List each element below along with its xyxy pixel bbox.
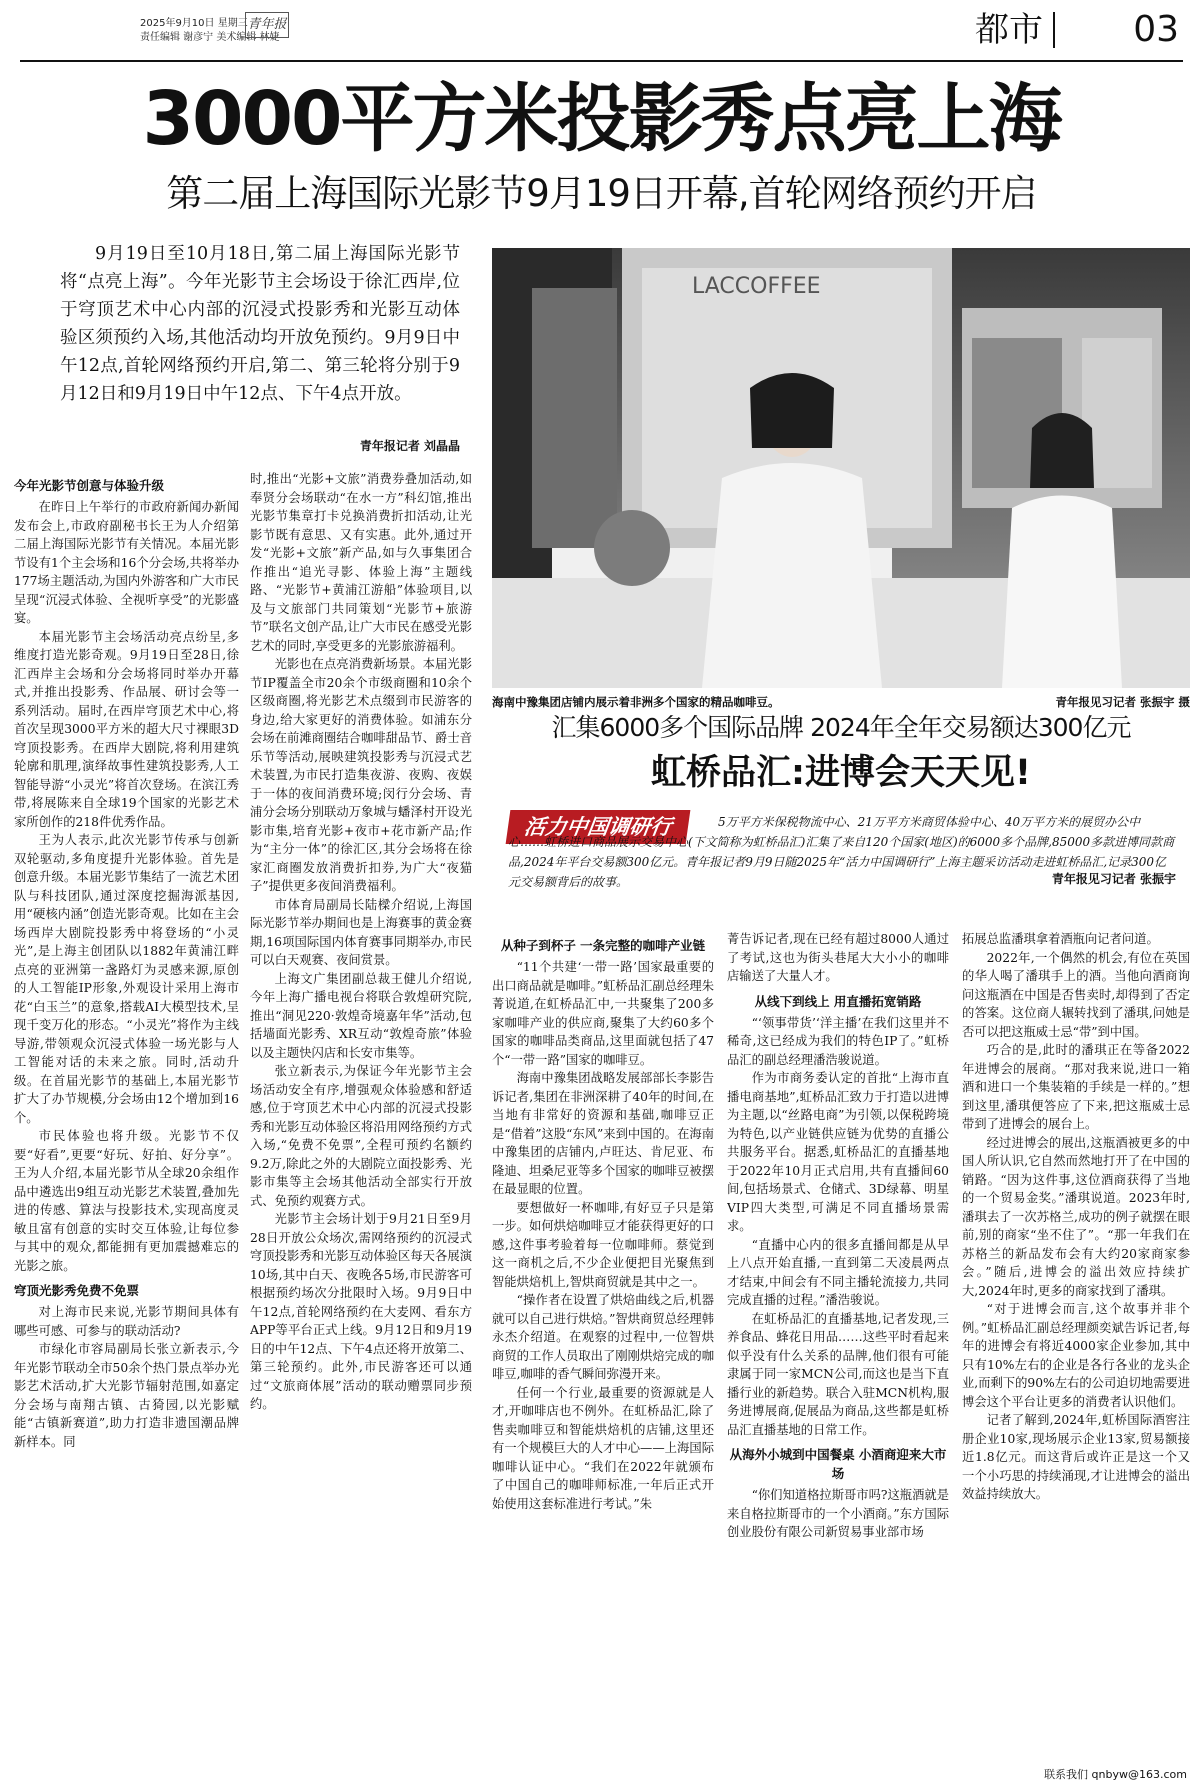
- paragraph: 时,推出“光影+文旅”消费券叠加活动,如奉贤分会场联动“在水一方”科幻馆,推出光影节集章打卡兑换消费折扣活动,让光影节既有意思、又有实惠。此外,通过开发“光影+文旅”新产品,如与久事集团合作推出“追光寻影、体验上海”主题线路、“光影节+黄浦江游船”体验项目,以及与文旅部门共同策划“光影节+旅游节”联名文创产品,让广大市民在感受光影艺术的同时,享受更多的光影旅游福利。: [250, 472, 472, 653]
- article2-kicker: 汇集6000多个国际品牌 2024年全年交易额达300亿元: [551, 713, 1131, 742]
- section-name: 都市: [975, 10, 1043, 50]
- subheading: 从种子到杯子 一条完整的咖啡产业链: [500, 938, 706, 953]
- paragraph: 经过进博会的展出,这瓶酒被更多的中国人所认识,它自然而然地打开了在中国的销路。“因为这件事,这位酒商获得了当地的一个贸易金奖。”潘琪说道。2023年时,潘琪去了一次苏格兰,成功的例子就摆在眼前,别的商家“坐不住了”。“那一年我们在苏格兰的新品发布会有大约20家商家参会。”随后,进博会的溢出效应持续扩大,2024年时,更多的商家找到了潘琪。: [962, 1135, 1190, 1298]
- article2-column-3: [962, 930, 1190, 1770]
- newspaper-logo: 青年报: [245, 12, 289, 38]
- article2-column-2: [727, 930, 949, 1770]
- page-number: 03: [1133, 9, 1179, 50]
- paragraph: 2022年,一个偶然的机会,有位在英国的华人喝了潘琪手上的酒。当他向酒商询问这瓶酒在中国是否售卖时,却得到了否定的答案。这位商人辗转找到了潘琪,问她是否可以把这瓶威士忌“带”到中国。: [962, 950, 1190, 1039]
- paragraph: 光影也在点亮消费新场景。本届光影节IP覆盖全市20余个市级商圈和10余个区级商圈,将光影艺术点缀到市民游客的身边,给大家更好的消费体验。如浦东分会场在前滩商圈结合咖啡甜品节、爵士音乐节等活动,展映建筑投影秀与沉浸式艺术装置,为市民打造集夜游、夜购、夜娱于一体的夜间消费环境;闵行分会场、青浦分会场分别联动万象城与蟠泽村开设光影市集,培育光影+夜市+花市新产品;作为“主分一体”的徐汇区,其分会场将在徐家汇商圈发放消费折扣券,为广大“夜猫子”提供更多夜间消费福利。: [250, 657, 472, 893]
- paragraph: 菁告诉记者,现在已经有超过8000人通过了考试,这也为街头巷尾大大小小的咖啡店输送了大量人才。: [727, 932, 949, 983]
- paragraph: 海南中豫集团战略发展部部长李影告诉记者,集团在非洲深耕了40年的时间,在当地有非常好的资源和基础,咖啡豆正是“借着”这股“东风”来到中国的。在海南中豫集团的店铺内,卢旺达、肯尼亚、布隆迪、坦桑尼亚等多个国家的咖啡豆被摆在最显眼的位置。: [492, 1071, 714, 1196]
- paragraph: 在昨日上午举行的市政府新闻办新闻发布会上,市政府副秘书长王为人介绍第二届上海国际光影节有关情况。本届光影节设有1个主会场和16个分会场,共将举办177场主题活动,为国内外游客和广大市民呈现“沉浸式体验、全视听享受”的光影盛宴。: [14, 500, 239, 625]
- paragraph: 在虹桥品汇的直播基地,记者发现,三养食品、蜂花日用品……这些平时看起来似乎没有什么关系的品牌,他们很有可能隶属于同一家MCN公司,而这也是当下直播行业的新趋势。联合入驻MCN机构,服务进博展商,促展品为商品,这些都是虹桥品汇直播基地的日常工作。: [727, 1311, 949, 1437]
- article2-headline: 虹桥品汇:进博会天天见!: [651, 753, 1031, 793]
- paragraph: “‘领事带货’‘洋主播’在我们这里并不稀奇,这已经成为我们的特色IP了。”虹桥品汇的副总经理潘浩骏说道。: [727, 1015, 949, 1067]
- paragraph: “对于进博会而言,这个故事并非个例。”虹桥品汇副总经理颜奕斌告诉记者,每年的进博会有将近4000家企业参加,其中只有10%左右的企业是各行各业的龙头企业,而剩下的90%左右的公司迫切地需要进博会这个平台让更多的消费者认识他们。: [962, 1302, 1190, 1409]
- paragraph: 光影节主会场计划于9月21日至9月28日开放公众场次,需网络预约的沉浸式穹顶投影秀和光影互动体验区每天各展演10场,其中白天、夜晚各5场,市民游客可根据预约场次分批限时入场。9月9日中午12点,首轮网络预约在大麦网、看东方APP等平台正式上线。9月12日和9月19日的中午12点、下午4点还将开放第二、第三轮预约。此外,市民游客还可以通过“文旅商体展”活动的联动赠票同步预约。: [250, 1212, 472, 1411]
- lead-byline: 青年报记者 刘晶晶: [359, 439, 460, 453]
- subheading: 穹顶光影秀免费不免票: [14, 1283, 140, 1298]
- lead-paragraph: 9月19日至10月18日,第二届上海国际光影节将“点亮上海”。今年光影节主会场设于徐汇西岸,位于穹顶艺术中心内部的沉浸式投影秀和光影互动体验区须预约入场,其他活动均开放免预约。9月9日中午12点,首轮网络预约开启,第二、第三轮将分别于9月12日和9月19日中午12点、下午4点开放。: [60, 244, 460, 404]
- footer-contact: 联系我们 qnbyw@163.com: [1044, 1768, 1187, 1781]
- subheading: 今年光影节创意与体验升级: [14, 478, 165, 493]
- shop-sign: LACCOFFEE: [692, 274, 821, 299]
- paragraph: 王为人表示,此次光影节传承与创新双轮驱动,多角度提升光影体验。首先是创意升级。本届光影节集结了一流艺术团队与科技团队,通过深度挖掘海派基因,用“硬核内涵”创造光影奇观。比如在主会场西岸大剧院投影秀中将登场的“小灵光”,是上海主创团队以1882年黄浦江畔点亮的亚洲第一盏路灯为灵感来源,原创的人工智能IP形象,外观设计采用上海市花“白玉兰”的意象,搭载AI大模型技术,呈现千变万化的形态。“小灵光”将作为主线导游,带领观众沉浸式体验一场光影与人工智能对话的未来之旅。同时,活动升级。在首届光影节的基础上,本届光影节扩大了办节规模,分会场由12个增加到16个。: [14, 833, 239, 1125]
- editors: 责任编辑 谢彦宁 美术编辑 林婕: [140, 32, 280, 43]
- paragraph: “操作者在设置了烘焙曲线之后,机器就可以自己进行烘焙。”智烘商贸总经理韩永杰介绍道。在观察的过程中,一位智烘商贸的工作人员取出了刚刚烘焙完成的咖啡豆,咖啡的香气瞬间弥漫开来。: [492, 1293, 714, 1381]
- paragraph: 市体育局副局长陆樑介绍说,上海国际光影节举办期间也是上海赛事的黄金赛期,16项国际国内体育赛事同期举办,市民可以白天观赛、夜间赏景。: [250, 897, 472, 967]
- news-photo: [492, 248, 1190, 688]
- paragraph: 记者了解到,2024年,虹桥国际酒窖注册企业10家,现场展示企业13家,贸易额接近1.8亿元。而这背后或许正是这一个又一个小巧思的持续涌现,才让进博会的溢出效益持续放大。: [962, 1413, 1190, 1501]
- article1-column-2: [250, 470, 472, 1770]
- series-tag: 活力中国调研行: [506, 810, 691, 844]
- paragraph: “直播中心内的很多直播间都是从早上八点开始直播,一直到第二天凌晨两点才结束,中间会有不同主播轮流接力,共同完成直播的过程。”潘浩骏说。: [727, 1237, 949, 1307]
- paragraph: 上海文广集团副总裁王健儿介绍说,今年上海广播电视台将联合敦煌研究院,推出“洞见220·敦煌奇境嘉年华”活动,包括墙面光影秀、XR互动“敦煌奇旅”体验以及主题快闪店和长安市集等。: [250, 971, 472, 1060]
- sub-headline: 第二届上海国际光影节9月19日开幕,首轮网络预约开启: [166, 172, 1037, 215]
- paragraph: 要想做好一杯咖啡,有好豆子只是第一步。如何烘焙咖啡豆才能获得更好的口感,这件事考验着每一位咖啡师。蔡觉到这一商机之后,不少企业便把目光聚焦到智能烘焙机上,智烘商贸就是其中之一。: [492, 1200, 714, 1289]
- paragraph: 巧合的是,此时的潘琪正在等备2022年进博会的展商。“那对我来说,进口一箱酒和进口一个集装箱的手续是一样的。”想到这里,潘琪便答应了下来,把这瓶威士忌带到了进博会的展台上。: [962, 1043, 1190, 1131]
- paragraph: 任何一个行业,最重要的资源就是人才,开咖啡店也不例外。在虹桥品汇,除了售卖咖啡豆和智能烘焙机的店铺,这里还有一个规模巨大的人才中心——上海国际咖啡认证中心。“我们在2022年就颁布了中国自己的咖啡师标准,一年后正式开始使用这套标准进行考试。”朱: [492, 1385, 714, 1511]
- photo-illustration: [492, 248, 1190, 688]
- photo-credit: 青年报见习记者 张振宇 摄: [1055, 695, 1190, 709]
- article1-column-1: [14, 470, 239, 1770]
- subheading: 从线下到线上 用直播拓宽销路: [754, 993, 922, 1009]
- paragraph: “11个共建‘一带一路’国家最重要的出口商品就是咖啡。”虹桥品汇副总经理朱菁说道,在虹桥品汇中,一共聚集了200多家咖啡产业的供应商,聚集了大约60多个国家的咖啡品类商品,这里面就包括了47个“一带一路”国家的咖啡豆。: [492, 960, 714, 1067]
- paragraph: 拓展总监潘琪拿着酒瓶向记者问道。: [962, 932, 1159, 946]
- paragraph: 张立新表示,为保证今年光影节主会场活动安全有序,增强观众体验感和舒适感,位于穹顶艺术中心内部的沉浸式投影秀和光影互动体验区将沿用网络预约方式入场,“免费不免票”,全程可预约名额约9.2万,除此之外的大剧院立面投影秀、光影市集等主会场其他活动全部实行开放式、免预约观赛方式。: [250, 1064, 472, 1208]
- article2-column-1: [492, 930, 714, 1770]
- paragraph: 作为市商务委认定的首批“上海市直播电商基地”,虹桥品汇致力于打造以进博为主题,以“丝路电商”为引领,以保税跨境为特色,以产业链供应链为优势的直播公共服务平台。据悉,虹桥品汇的直播基地于2022年10月正式启用,共有直播间60间,包括场景式、仓储式、3D绿幕、明星VIP四大类型,可满足不同直播场景需求。: [727, 1071, 949, 1233]
- paragraph: “你们知道格拉斯哥市吗?这瓶酒就是来自格拉斯哥市的一个小酒商。”东方国际创业股份有限公司新贸易事业部市场: [727, 1488, 949, 1539]
- top-rule: [20, 60, 1183, 62]
- paragraph: 市民体验也将升级。光影节不仅要“好看”,更要“好玩、好拍、好分享”。王为人介绍,本届光影节从全球20余组作品中遴选出9组互动光影艺术装置,叠加先进的传感、算法与投影技术,实现高度灵敏且富有创意的实时交互体验,让每位参与其中的观众,都能拥有更加震撼难忘的光影之旅。: [14, 1129, 239, 1273]
- paragraph: 对上海市民来说,光影节期间具体有哪些可感、可参与的联动活动?: [14, 1305, 239, 1338]
- subheading: 从海外小城到中国餐桌 小酒商迎来大市场: [729, 1447, 947, 1481]
- article2-byline: 青年报见习记者 张振宇: [1051, 872, 1176, 886]
- article2-intro: 5万平方米保税物流中心、21万平方米商贸体验中心、40万平方米的展贸办公中心……虹桥进口商品展示交易中心(下文简称为虹桥品汇)汇集了来自120个国家(地区)的6000多个品牌,85000多款进博同款商品,2024年平台交易额300亿元。青年报记者9月9日随2025年“活力中国调研行”上海主题采访活动走进虹桥品汇,记录300亿元交易额背后的故事。: [508, 815, 1175, 889]
- main-headline: 3000平方米投影秀点亮上海: [142, 76, 1061, 162]
- section-divider: [1053, 12, 1055, 48]
- photo-caption: 海南中豫集团店铺内展示着非洲多个国家的精品咖啡豆。: [492, 695, 780, 709]
- paragraph: 本届光影节主会场活动亮点纷呈,多维度打造光影奇观。9月19日至28日,徐汇西岸主会场和分会场将同时举办开幕式,并推出投影秀、作品展、研讨会等一系列活动。届时,在西岸穹顶艺术中心,将首次呈现3000平方米的超大尺寸裸眼3D穹顶投影秀。在西岸大剧院,将利用建筑轮廓和肌理,演绎故事性建筑投影秀,人工智能导游“小灵光”将首次登场。在滨江秀带,将展陈来自全球19个国家的光影艺术家所创作的218件优秀作品。: [14, 629, 239, 829]
- issue-date: 2025年9月10日 星期三: [140, 18, 248, 29]
- paragraph: 市绿化市容局副局长张立新表示,今年光影节联动全市50余个热门景点举办光影艺术活动,扩大光影节辐射范围,如嘉定分会场与南翔古镇、古猗园,以光影赋能“古镇新赛道”,助力打造非遗国潮品牌新样本。同: [14, 1342, 239, 1449]
